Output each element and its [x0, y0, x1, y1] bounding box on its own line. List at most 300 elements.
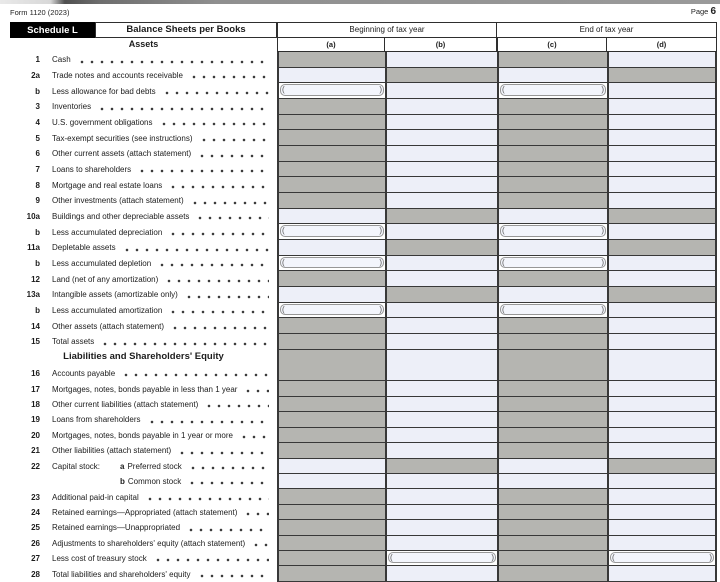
row-label: Accounts payable: [52, 369, 116, 379]
dotted-leader: [171, 309, 269, 315]
amount-field-16-d[interactable]: [607, 366, 717, 381]
line-number: 8: [35, 180, 40, 190]
shaded-cell: [385, 240, 497, 256]
page-edge-strip: [0, 0, 720, 4]
negative-amount-field[interactable]: [610, 552, 714, 563]
dotted-leader: [103, 341, 269, 347]
row-description: [10, 334, 277, 350]
amount-field-6-b[interactable]: [385, 146, 497, 162]
line-number: 16: [31, 369, 40, 379]
line-number: 20: [31, 430, 40, 440]
amount-field-13a-c[interactable]: [497, 287, 607, 303]
shaded-cell: [277, 177, 385, 193]
page-word: Page: [690, 7, 709, 16]
amount-field-28-b[interactable]: [385, 566, 497, 581]
table-row-3: [10, 99, 717, 115]
row-label: Adjustments to shareholders' equity (attach statement): [52, 538, 246, 548]
dotted-leader: [156, 557, 269, 563]
amount-field-x-b[interactable]: [385, 474, 497, 489]
page-num-value: 6: [710, 6, 716, 17]
shaded-cell: [497, 193, 607, 209]
shaded-cell: [277, 489, 385, 504]
row-description: [10, 318, 277, 334]
row-description: [10, 177, 277, 193]
table-row-21: [10, 443, 717, 458]
assets-section-header: Assets: [128, 39, 159, 49]
amount-field[interactable]: [385, 350, 497, 366]
liabilities-section-header: Liabilities and Shareholders' Equity: [63, 351, 224, 362]
line-number: 21: [31, 446, 40, 456]
line-number: 15: [31, 337, 40, 347]
row-label: Other liabilities (attach statement): [52, 446, 172, 456]
line-number: 19: [31, 415, 40, 425]
shaded-cell: [607, 459, 717, 474]
amount-field-b-b[interactable]: [385, 256, 497, 272]
row-label: Other investments (attach statement): [52, 196, 184, 206]
column-a-header: (a): [277, 38, 385, 52]
row-description: [10, 366, 277, 381]
amount-field-10a-c[interactable]: [497, 209, 607, 225]
shaded-cell: [497, 366, 607, 381]
amount-field-b-b[interactable]: [385, 303, 497, 319]
amount-field-2a-c[interactable]: [497, 68, 607, 84]
row-label: Intangible assets (amortizable only): [52, 290, 178, 300]
dotted-leader: [254, 542, 269, 548]
row-description: [10, 209, 277, 225]
open-paren: (: [282, 85, 285, 95]
line-number: 12: [31, 274, 40, 284]
amount-field-21-d[interactable]: [607, 443, 717, 458]
negative-amount-field[interactable]: [280, 257, 384, 269]
line-number: 25: [31, 523, 40, 533]
amount-field-23-b[interactable]: [385, 489, 497, 504]
amount-field-24-d[interactable]: [607, 505, 717, 520]
amount-field-b-b[interactable]: [385, 83, 497, 99]
negative-amount-field[interactable]: [280, 225, 384, 237]
sub-row-label: Common stock: [127, 477, 182, 487]
sub-row-label: Preferred stock: [127, 461, 182, 471]
table-row-22: [10, 459, 717, 474]
negative-amount-field[interactable]: [388, 552, 496, 563]
column-d-header: (d): [607, 38, 717, 52]
dotted-leader: [189, 527, 269, 533]
amount-field-18-d[interactable]: [607, 397, 717, 412]
dotted-leader: [180, 450, 269, 456]
shaded-cell: [497, 99, 607, 115]
table-row-24: [10, 505, 717, 520]
sub-line-letter: b: [120, 477, 125, 487]
assets-rows: [10, 52, 717, 350]
row-label: Other current liabilities (attach statement): [52, 400, 199, 410]
amount-field-18-b[interactable]: [385, 397, 497, 412]
negative-amount-field[interactable]: [280, 304, 384, 316]
row-description: [10, 505, 277, 520]
schedule-header-row: [10, 22, 717, 38]
amount-field-8-d[interactable]: [607, 177, 717, 193]
row-description: [10, 551, 277, 566]
negative-amount-field[interactable]: [500, 257, 606, 269]
line-number: b: [35, 259, 40, 269]
amount-field-17-b[interactable]: [385, 381, 497, 396]
line-number: 13a: [26, 290, 40, 300]
shaded-cell: [277, 99, 385, 115]
amount-field-5-b[interactable]: [385, 130, 497, 146]
line-number: 28: [31, 569, 40, 579]
shaded-cell: [277, 146, 385, 162]
row-label: Less accumulated depreciation: [52, 227, 163, 237]
table-row-25: [10, 520, 717, 535]
row-description: [10, 99, 277, 115]
amount-field-b-c[interactable]: [497, 224, 607, 240]
row-description: [10, 224, 277, 240]
negative-amount-field[interactable]: [500, 225, 606, 237]
amount-field-16-b[interactable]: [385, 366, 497, 381]
shaded-cell: [277, 428, 385, 443]
shaded-cell: [607, 209, 717, 225]
amount-field-22-a[interactable]: [277, 459, 385, 474]
amount-field-b-c[interactable]: [497, 256, 607, 272]
shaded-cell: [607, 287, 717, 303]
negative-amount-field[interactable]: [500, 84, 606, 96]
dotted-leader: [124, 372, 269, 378]
shaded-cell: [277, 505, 385, 520]
amount-field-b-d[interactable]: [607, 83, 717, 99]
row-description: [10, 412, 277, 427]
dotted-leader: [200, 573, 270, 579]
liabilities-header-row: [10, 350, 717, 366]
amount-field-14-d[interactable]: [607, 318, 717, 334]
amount-field-7-b[interactable]: [385, 162, 497, 178]
row-description: [10, 287, 277, 303]
amount-field-26-d[interactable]: [607, 536, 717, 551]
line-number: 6: [35, 149, 40, 159]
row-description: [10, 536, 277, 551]
line-number: 9: [35, 196, 40, 206]
amount-field-28-d[interactable]: [607, 566, 717, 581]
table-row-14: [10, 318, 717, 334]
line-number: 10a: [26, 212, 40, 222]
amount-field-4-b[interactable]: [385, 115, 497, 131]
amount-field-19-b[interactable]: [385, 412, 497, 427]
dotted-leader: [171, 184, 269, 190]
amount-field-12-b[interactable]: [385, 271, 497, 287]
row-description: [10, 303, 277, 319]
dotted-leader: [162, 121, 270, 127]
shaded-cell: [277, 566, 385, 581]
row-description: [10, 381, 277, 396]
row-label: Tax-exempt securities (see instructions): [52, 133, 193, 143]
amount-field-15-b[interactable]: [385, 334, 497, 350]
close-paren: ): [379, 257, 382, 267]
row-label: Retained earnings—Unappropriated: [52, 523, 181, 533]
dotted-leader: [200, 153, 269, 159]
shaded-cell: [277, 520, 385, 535]
shaded-cell: [277, 350, 385, 366]
row-description: [10, 68, 277, 84]
shaded-cell: [497, 271, 607, 287]
shaded-cell: [385, 68, 497, 84]
amount-field-b-c[interactable]: [497, 83, 607, 99]
dotted-leader: [125, 247, 269, 253]
row-description: [10, 428, 277, 443]
shaded-cell: [277, 366, 385, 381]
amount-field-b-a[interactable]: [277, 303, 385, 319]
amount-field-26-b[interactable]: [385, 536, 497, 551]
amount-field-x-d[interactable]: [607, 474, 717, 489]
table-row-12: [10, 271, 717, 287]
column-c-header: (c): [497, 38, 607, 52]
shaded-cell: [277, 412, 385, 427]
shaded-cell: [385, 287, 497, 303]
shaded-cell: [385, 459, 497, 474]
table-row-23: [10, 489, 717, 504]
amount-field-15-d[interactable]: [607, 334, 717, 350]
row-label: U.S. government obligations: [52, 118, 153, 128]
amount-field-10a-a[interactable]: [277, 209, 385, 225]
shaded-cell: [497, 489, 607, 504]
row-description: [10, 115, 277, 131]
shaded-cell: [607, 68, 717, 84]
open-paren: (: [502, 85, 505, 95]
row-description: [10, 443, 277, 458]
amount-field-5-d[interactable]: [607, 130, 717, 146]
close-paren: ): [491, 552, 494, 562]
row-label: Trade notes and accounts receivable: [52, 71, 183, 80]
dotted-leader: [202, 137, 270, 143]
shaded-cell: [277, 551, 385, 566]
row-description: [10, 474, 277, 489]
close-paren: ): [379, 226, 382, 236]
amount-field-1-d[interactable]: [607, 52, 717, 68]
table-row-28: [10, 566, 717, 581]
column-b-header: (b): [385, 38, 497, 52]
amount-field-4-d[interactable]: [607, 115, 717, 131]
shaded-cell: [497, 130, 607, 146]
shaded-cell: [497, 551, 607, 566]
dotted-leader: [190, 480, 269, 486]
amount-field-3-b[interactable]: [385, 99, 497, 115]
amount-field-2a-a[interactable]: [277, 68, 385, 84]
dotted-leader: [187, 294, 269, 300]
schedule-title: Balance Sheets per Books: [95, 22, 277, 38]
amount-field-23-d[interactable]: [607, 489, 717, 504]
amount-field-b-a[interactable]: [277, 224, 385, 240]
column-letter-row: [10, 38, 717, 52]
amount-field-25-b[interactable]: [385, 520, 497, 535]
amount-field-22-c[interactable]: [497, 459, 607, 474]
row-label: Total assets: [52, 337, 95, 347]
row-label: Mortgages, notes, bonds payable in 1 year or more: [52, 430, 233, 440]
shaded-cell: [497, 115, 607, 131]
dotted-leader: [246, 388, 269, 394]
amount-field-7-d[interactable]: [607, 162, 717, 178]
close-paren: ): [601, 85, 604, 95]
table-row-9: [10, 193, 717, 209]
dotted-leader: [171, 231, 269, 237]
table-row-8: [10, 177, 717, 193]
table-row-19: [10, 412, 717, 427]
dotted-leader: [246, 511, 269, 517]
row-description: [10, 459, 277, 474]
amount-field-20-d[interactable]: [607, 428, 717, 443]
table-row-10a: [10, 209, 717, 225]
line-number: 23: [31, 492, 40, 502]
amount-field-19-d[interactable]: [607, 412, 717, 427]
line-number: 1: [35, 55, 40, 65]
form-number: Form 1120 (2023): [10, 8, 70, 17]
amount-field-14-b[interactable]: [385, 318, 497, 334]
amount-field-b-d[interactable]: [607, 256, 717, 272]
amount-field-9-d[interactable]: [607, 193, 717, 209]
shaded-cell: [385, 209, 497, 225]
open-paren: (: [390, 552, 393, 562]
shaded-cell: [277, 381, 385, 396]
open-paren: (: [502, 257, 505, 267]
sub-line-letter: a: [120, 461, 125, 471]
dotted-leader: [100, 106, 269, 112]
shaded-cell: [277, 130, 385, 146]
row-description: [10, 271, 277, 287]
table-row-15: [10, 334, 717, 350]
row-description: [10, 240, 277, 256]
shaded-cell: [497, 334, 607, 350]
row-description: [10, 193, 277, 209]
amount-field-8-b[interactable]: [385, 177, 497, 193]
line-number: 18: [31, 400, 40, 410]
amount-field-27-d[interactable]: [607, 551, 717, 566]
table-row-2a: [10, 68, 717, 84]
amount-field-1-b[interactable]: [385, 52, 497, 68]
dotted-leader: [191, 465, 269, 471]
amount-field-b-c[interactable]: [497, 303, 607, 319]
table-row-b: [10, 303, 717, 319]
amount-field-b-d[interactable]: [607, 224, 717, 240]
row-label: Less accumulated amortization: [52, 306, 163, 316]
row-label: Other assets (attach statement): [52, 321, 165, 331]
amount-field-b-a[interactable]: [277, 256, 385, 272]
amount-field-17-d[interactable]: [607, 381, 717, 396]
table-row-4: [10, 115, 717, 131]
shaded-cell: [277, 52, 385, 68]
table-row-7: [10, 162, 717, 178]
shaded-cell: [497, 566, 607, 581]
amount-field-9-b[interactable]: [385, 193, 497, 209]
amount-field-x-c[interactable]: [497, 474, 607, 489]
amount-field-12-d[interactable]: [607, 271, 717, 287]
negative-amount-field[interactable]: [500, 304, 606, 316]
table-row-5: [10, 130, 717, 146]
shaded-cell: [497, 505, 607, 520]
row-label: Total liabilities and shareholders' equity: [52, 569, 191, 579]
close-paren: ): [379, 304, 382, 314]
shaded-cell: [497, 428, 607, 443]
row-description: [10, 130, 277, 146]
table-row-b: [10, 256, 717, 272]
shaded-cell: [497, 52, 607, 68]
amount-field-21-b[interactable]: [385, 443, 497, 458]
shaded-cell: [277, 318, 385, 334]
amount-field-13a-a[interactable]: [277, 287, 385, 303]
liabilities-rows: [10, 366, 717, 582]
table-row-26: [10, 536, 717, 551]
row-description: [10, 520, 277, 535]
shaded-cell: [277, 115, 385, 131]
row-label: Land (net of any amortization): [52, 274, 159, 284]
open-paren: (: [502, 304, 505, 314]
row-description: [10, 566, 277, 581]
line-number: 11a: [27, 243, 40, 253]
shaded-cell: [497, 162, 607, 178]
shaded-cell: [497, 412, 607, 427]
dotted-leader: [165, 90, 269, 96]
table-row-13a: [10, 287, 717, 303]
line-number: 2a: [31, 71, 40, 80]
row-label: Buildings and other depreciable assets: [52, 212, 190, 222]
shaded-cell: [497, 397, 607, 412]
amount-field-11a-a[interactable]: [277, 240, 385, 256]
close-paren: ): [601, 257, 604, 267]
amount-field[interactable]: [607, 350, 717, 366]
amount-field-27-b[interactable]: [385, 551, 497, 566]
amount-field-6-d[interactable]: [607, 146, 717, 162]
dotted-leader: [80, 59, 269, 65]
table-row-11a: [10, 240, 717, 256]
amount-field-24-b[interactable]: [385, 505, 497, 520]
row-description: [10, 397, 277, 412]
close-paren: ): [601, 226, 604, 236]
row-label: Loans from shareholders: [52, 415, 141, 425]
line-number: 22: [31, 461, 40, 471]
table-row-18: [10, 397, 717, 412]
dotted-leader: [242, 434, 269, 440]
table-row-b: [10, 83, 717, 99]
negative-amount-field[interactable]: [280, 84, 384, 96]
amount-field-x-a[interactable]: [277, 474, 385, 489]
table-row-27: [10, 551, 717, 566]
amount-field-11a-c[interactable]: [497, 240, 607, 256]
amount-field-20-b[interactable]: [385, 428, 497, 443]
dotted-leader: [193, 200, 269, 206]
line-number: 3: [35, 102, 40, 112]
shaded-cell: [497, 146, 607, 162]
close-paren: ): [709, 552, 712, 562]
dotted-leader: [167, 278, 269, 284]
row-label: Other current assets (attach statement): [52, 149, 192, 159]
dotted-leader: [150, 419, 270, 425]
row-label: Cash: [52, 55, 71, 65]
row-label: Inventories: [52, 102, 92, 112]
amount-field-b-d[interactable]: [607, 303, 717, 319]
dotted-leader: [192, 74, 269, 80]
open-paren: (: [502, 226, 505, 236]
row-label: Additional paid-in capital: [52, 492, 139, 502]
line-number: 17: [31, 384, 40, 394]
row-description: [10, 162, 277, 178]
open-paren: (: [612, 552, 615, 562]
shaded-cell: [497, 520, 607, 535]
line-number: 14: [31, 321, 40, 331]
amount-field-b-a[interactable]: [277, 83, 385, 99]
amount-field-25-d[interactable]: [607, 520, 717, 535]
page-number: [691, 6, 716, 17]
line-number: 26: [31, 538, 40, 548]
line-number: 7: [35, 165, 40, 175]
row-description: [10, 83, 277, 99]
line-number: b: [35, 86, 40, 96]
line-number: 24: [31, 508, 40, 517]
amount-field-3-d[interactable]: [607, 99, 717, 115]
amount-field-b-b[interactable]: [385, 224, 497, 240]
